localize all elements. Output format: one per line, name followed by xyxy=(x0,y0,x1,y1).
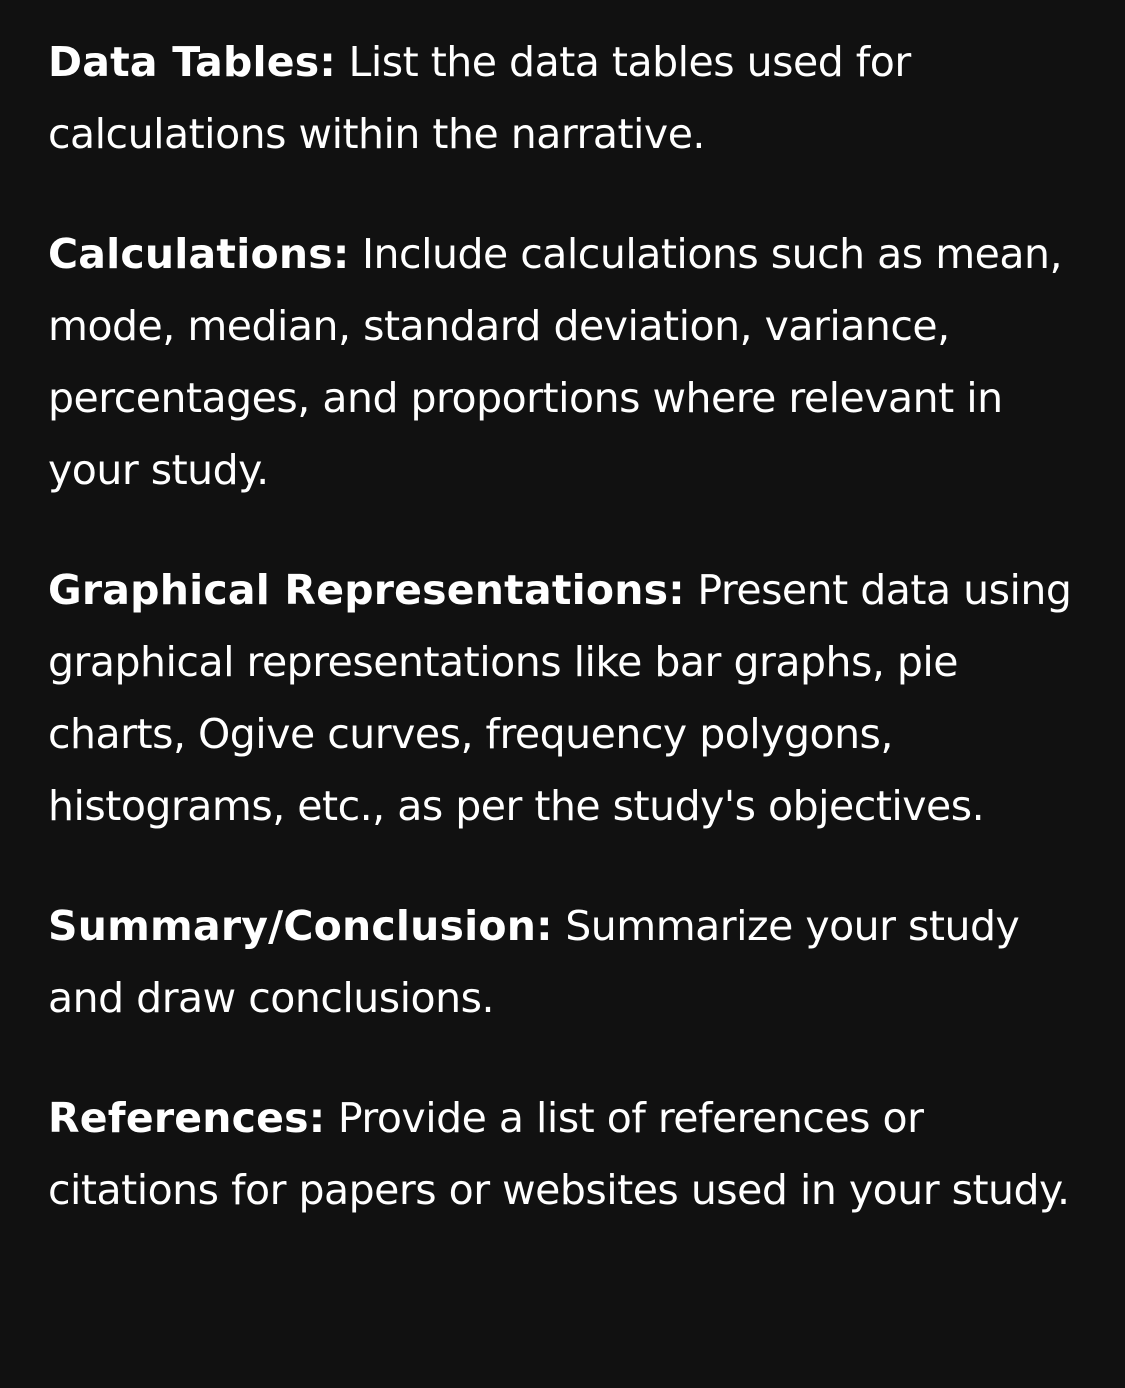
section-label: Calculations: xyxy=(48,230,350,278)
section-calculations xyxy=(48,218,1085,506)
section-label: References: xyxy=(48,1094,326,1142)
section-label: Summary/Conclusion: xyxy=(48,902,553,950)
section-text: Present data using graphical representations like bar graphs, pie charts, Ogive curves, frequency polygons, histograms, etc., as per the study's objectives. xyxy=(48,566,1072,830)
section-text: Summarize your study and draw conclusions. xyxy=(48,902,1020,1022)
section-text: Provide a list of references or citations for papers or websites used in your study. xyxy=(48,1094,1070,1214)
section-graphical-representations xyxy=(48,554,1085,842)
section-data-tables xyxy=(48,26,1085,170)
section-text: List the data tables used for calculations within the narrative. xyxy=(48,38,911,158)
section-references xyxy=(48,1082,1085,1226)
section-text: Include calculations such as mean, mode, median, standard deviation, variance, percentages, and proportions where relevant in your study. xyxy=(48,230,1063,494)
section-label: Graphical Representations: xyxy=(48,566,685,614)
section-label: Data Tables: xyxy=(48,38,336,86)
section-summary-conclusion xyxy=(48,890,1085,1034)
